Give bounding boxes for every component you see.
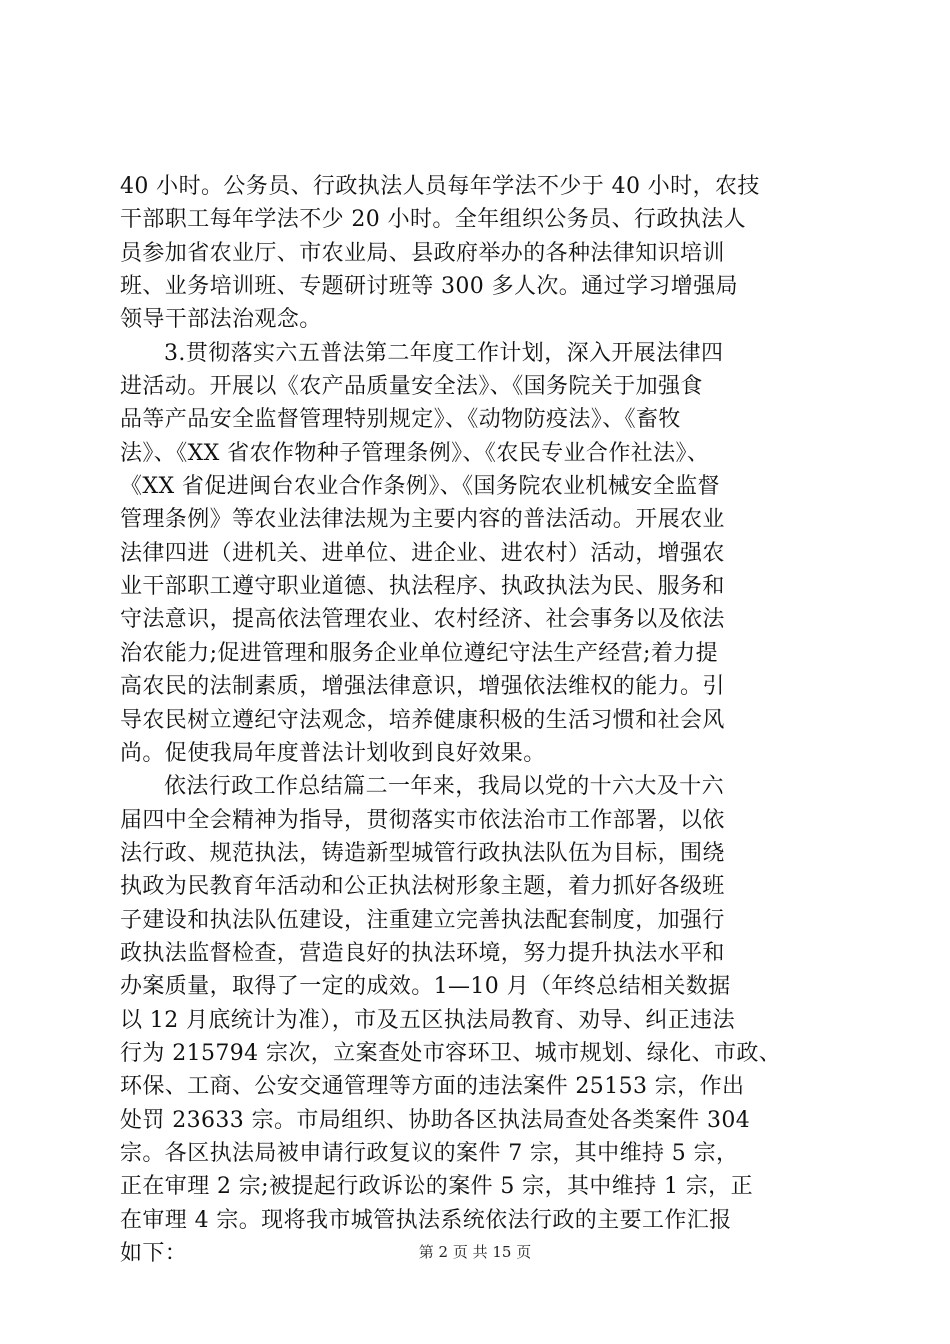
text-line: 业干部职工遵守职业道德、执法程序、执政执法为民、服务和: [120, 574, 725, 600]
paragraph-first-line: 依法行政工作总结篇二一年来，我局以党的十六大及十六: [164, 774, 725, 800]
text-line: 法行政、规范执法，铸造新型城管行政执法队伍为目标，围绕: [120, 840, 725, 866]
text-line: 班、业务培训班、专题研讨班等 300 多人次。通过学习增强局: [120, 274, 738, 300]
text-line: 干部职工每年学法不少 20 小时。全年组织公务员、行政执法人: [120, 207, 746, 233]
text-line: 40 小时。公务员、行政执法人员每年学法不少于 40 小时，农技: [120, 174, 760, 199]
text-line: 执政为民教育年活动和公正执法树形象主题，着力抓好各级班: [120, 874, 725, 900]
text-line: 品等产品安全监督管理特别规定》、《动物防疫法》、《畜牧: [120, 407, 681, 433]
text-line: 子建设和执法队伍建设，注重建立完善执法配套制度，加强行: [120, 907, 725, 933]
text-line: 如下：: [120, 1241, 188, 1266]
text-line: 处罚 23633 宗。市局组织、协助各区执法局查处各类案件 304: [120, 1107, 751, 1133]
text-line: 导农民树立遵纪守法观念，培养健康积极的生活习惯和社会风: [120, 707, 725, 733]
text-line: 法》、《XX 省农作物种子管理条例》、《农民专业合作社法》、: [120, 440, 710, 466]
text-line: 高农民的法制素质，增强法律意识，增强依法维权的能力。引: [120, 674, 725, 700]
text-line: 法律四进（进机关、进单位、进企业、进农村）活动，增强农: [120, 540, 725, 566]
text-line: 在审理 4 宗。现将我市城管执法系统依法行政的主要工作汇报: [120, 1207, 732, 1233]
text-line: 环保、工商、公安交通管理等方面的违法案件 25153 宗，作出: [120, 1074, 745, 1100]
text-line: 治农能力;促进管理和服务企业单位遵纪守法生产经营;着力提: [120, 640, 719, 666]
text-line: 行为 215794 宗次，立案查处市容环卫、城市规划、绿化、市政、: [120, 1040, 782, 1066]
text-line: 守法意识，提高依法管理农业、农村经济、社会事务以及依法: [120, 607, 725, 633]
text-line: 领导干部法治观念。: [120, 307, 322, 333]
text-line: 《XX 省促进闽台农业合作条例》、《国务院农业机械安全监督: [120, 474, 720, 500]
text-line: 宗。各区执法局被申请行政复议的案件 7 宗，其中维持 5 宗，: [120, 1140, 739, 1166]
paragraph-first-line: 3.贯彻落实六五普法第二年度工作计划，深入开展法律四: [164, 340, 724, 366]
page-footer: 第 2 页 共 15 页: [418, 1243, 532, 1261]
document-body: [120, 170, 832, 1270]
text-line: 以 12 月底统计为准），市及五区执法局教育、劝导、纠正违法: [120, 1007, 735, 1033]
text-line: 员参加省农业厅、市农业局、县政府举办的各种法律知识培训: [120, 240, 725, 266]
text-line: 进活动。开展以《农产品质量安全法》、《国务院关于加强食: [120, 374, 703, 400]
text-line: 尚。促使我局年度普法计划收到良好效果。: [120, 740, 546, 766]
text-line: 管理条例》等农业法律法规为主要内容的普法活动。开展农业: [120, 507, 725, 533]
text-line: 届四中全会精神为指导，贯彻落实市依法治市工作部署，以依: [120, 807, 725, 833]
text-line: 正在审理 2 宗;被提起行政诉讼的案件 5 宗，其中维持 1 宗，正: [120, 1174, 753, 1200]
text-line: 政执法监督检查，营造良好的执法环境，努力提升执法水平和: [120, 940, 725, 966]
text-line: 办案质量，取得了一定的成效。1—10 月（年终总结相关数据: [120, 974, 731, 1000]
